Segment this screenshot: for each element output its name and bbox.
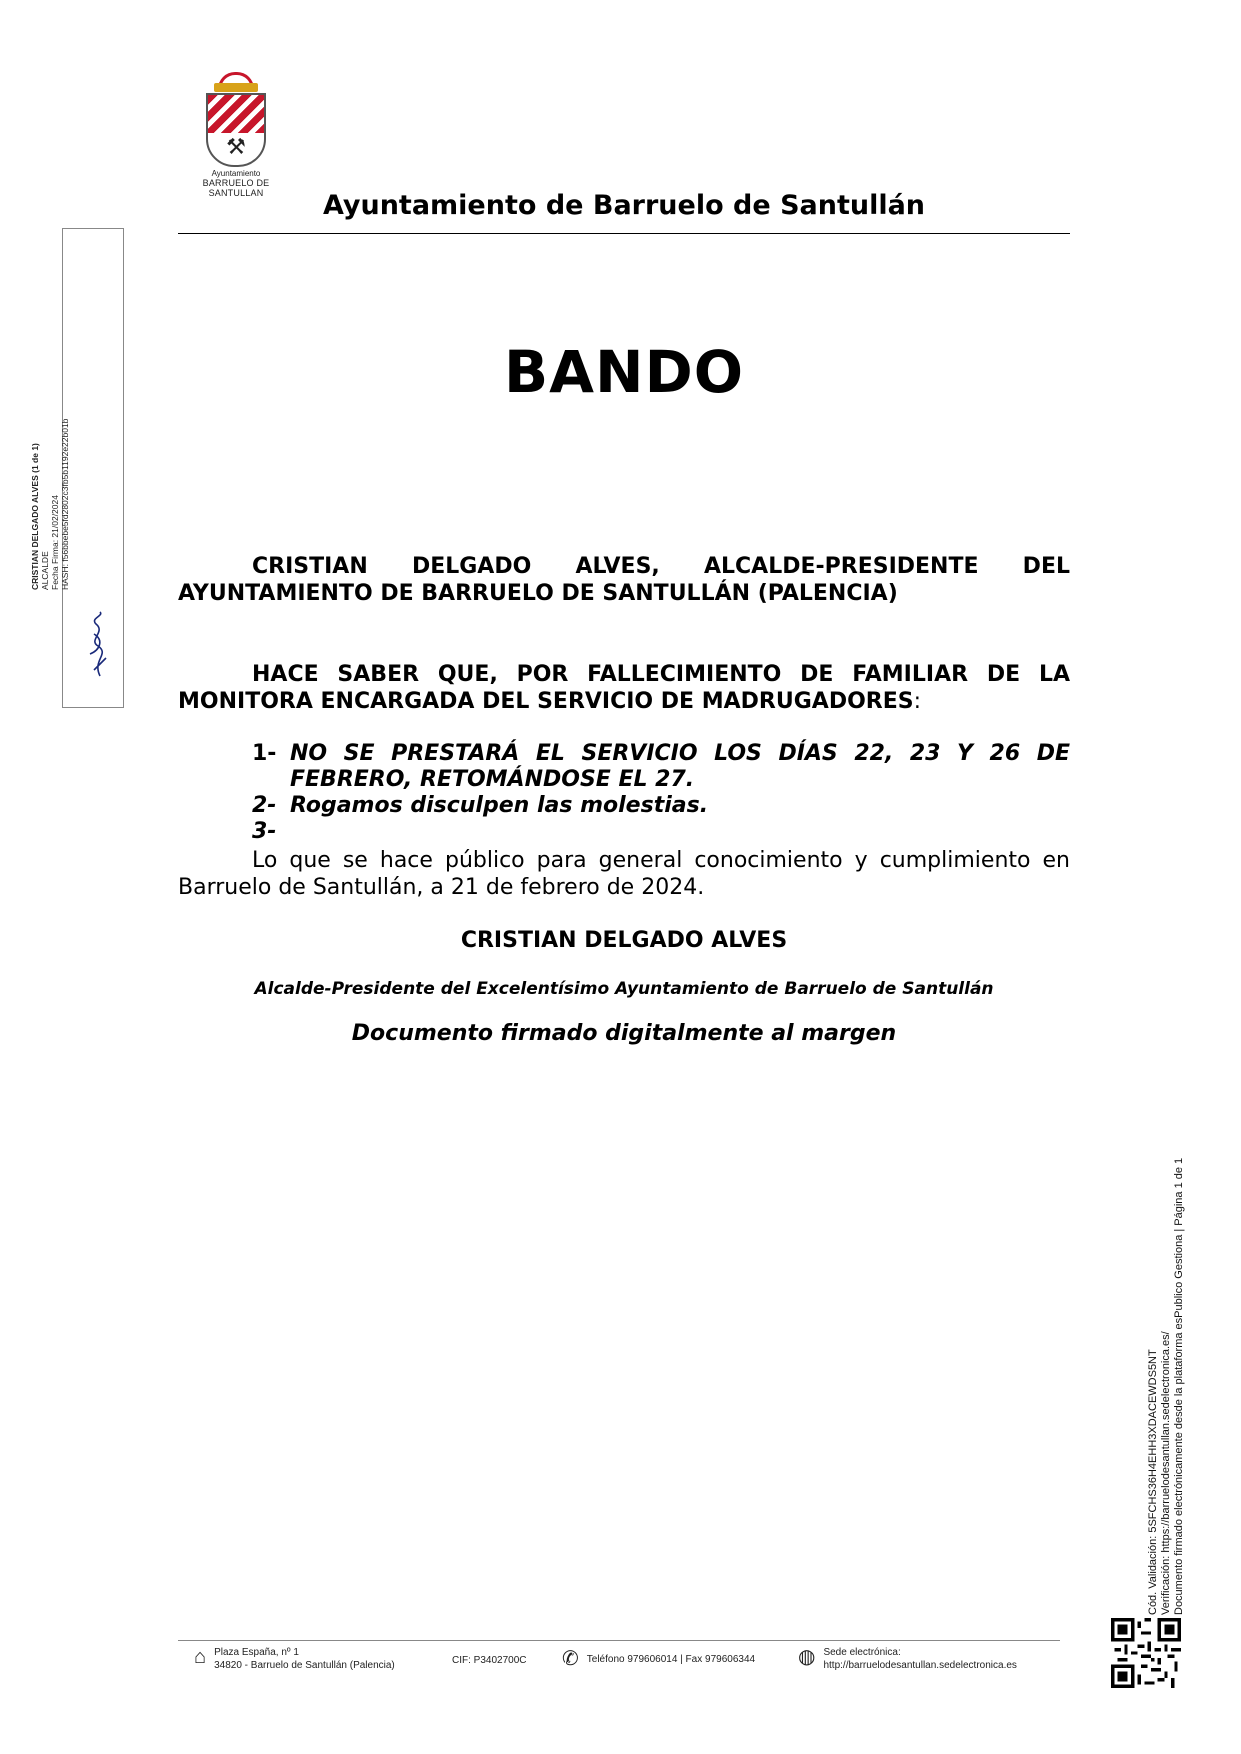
shield-icon (206, 93, 266, 167)
list-text: Rogamos disculpen las molestias. (290, 793, 709, 818)
footer-website (798, 1646, 1017, 1672)
website-label: Sede electrónica: (823, 1647, 901, 1658)
address-line-1: Plaza España, nº 1 (214, 1647, 299, 1658)
closing-paragraph: Lo que se hace público para general conocimiento y cumplimiento en Barruelo de Santullán, a 21 de febrero de 2024. (178, 848, 1070, 900)
footer-phone (562, 1648, 755, 1670)
logo-caption-small: Ayuntamiento (211, 169, 261, 178)
organization-title: Ayuntamiento de Barruelo de Santullán (322, 190, 926, 221)
logo-caption-name: BARRUELO DE SANTULLAN (202, 178, 270, 198)
list-item (252, 793, 1070, 819)
tools-icon: ⚒ (226, 135, 246, 160)
announcement-text: HACE SABER QUE, POR FALLECIMIENTO DE FAMILIAR DE LA MONITORA ENCARGADA DEL SERVICIO DE MADRUGADORES (178, 662, 1070, 714)
home-icon: ⌂ (194, 1646, 207, 1668)
validation-code: Cód. Validación: 5SFCHS36H4EHH3XDACEWDS5NT (1147, 1349, 1159, 1615)
validation-url: Verificación: https://barruelodesantullan.sedelectronica.es/ (1160, 1331, 1172, 1615)
signature-stamp-text (30, 170, 70, 590)
validation-platform: Documento firmado electrónicamente desde la plataforma esPublico Gestiona | Página 1 de 1 (1173, 1157, 1185, 1615)
crown-icon (208, 72, 264, 92)
header-divider (178, 233, 1070, 234)
signature-note: Documento firmado digitalmente al margen (351, 1021, 897, 1046)
address-line-2: 34820 - Barruelo de Santullán (Palencia) (214, 1660, 395, 1671)
stamp-hash: HASH: f56bbebe5fd2802c3fb5b1192e22b01b (60, 418, 70, 590)
stamp-date: Fecha Firma: 21/02/2024 (50, 495, 60, 590)
globe-icon: ◍ (798, 1646, 816, 1668)
footer-cif: CIF: P3402700C (452, 1655, 527, 1666)
footer (178, 1646, 1060, 1682)
validation-text (1147, 1095, 1186, 1615)
list-number: 2- (252, 793, 277, 818)
signer-name: CRISTIAN DELGADO ALVES (460, 928, 788, 953)
announcement-colon: : (913, 689, 922, 714)
qr-code-icon[interactable] (1111, 1618, 1181, 1688)
list-item (252, 741, 1070, 793)
list-number: 3- (252, 819, 277, 844)
stamp-signer: CRISTIAN DELGADO ALVES (1 de 1) (30, 443, 40, 590)
municipal-coat-of-arms (178, 72, 294, 198)
footer-divider (178, 1640, 1060, 1641)
document-title: BANDO (503, 338, 745, 406)
website-link[interactable]: http://barruelodesantullan.sedelectronica.es (823, 1660, 1017, 1671)
phone-text: Teléfono 979606014 | Fax 979606344 (586, 1654, 756, 1665)
announcement-paragraph (178, 661, 1070, 715)
list-number: 1- (252, 741, 277, 766)
signer-role: Alcalde-Presidente del Excelentísimo Ayuntamiento de Barruelo de Santullán (254, 979, 994, 999)
phone-icon: ✆ (562, 1648, 579, 1670)
list-text: NO SE PRESTARÁ EL SERVICIO LOS DÍAS 22, 23 Y 26 DE FEBRERO, RETOMÁNDOSE EL 27. (290, 741, 1070, 792)
stamp-position: ALCALDE (40, 551, 50, 590)
footer-address (194, 1646, 395, 1672)
intro-paragraph: CRISTIAN DELGADO ALVES, ALCALDE-PRESIDENTE DEL AYUNTAMIENTO DE BARRUELO DE SANTULLÁN (PALENCIA) (178, 554, 1070, 606)
handwritten-signature (70, 610, 116, 680)
